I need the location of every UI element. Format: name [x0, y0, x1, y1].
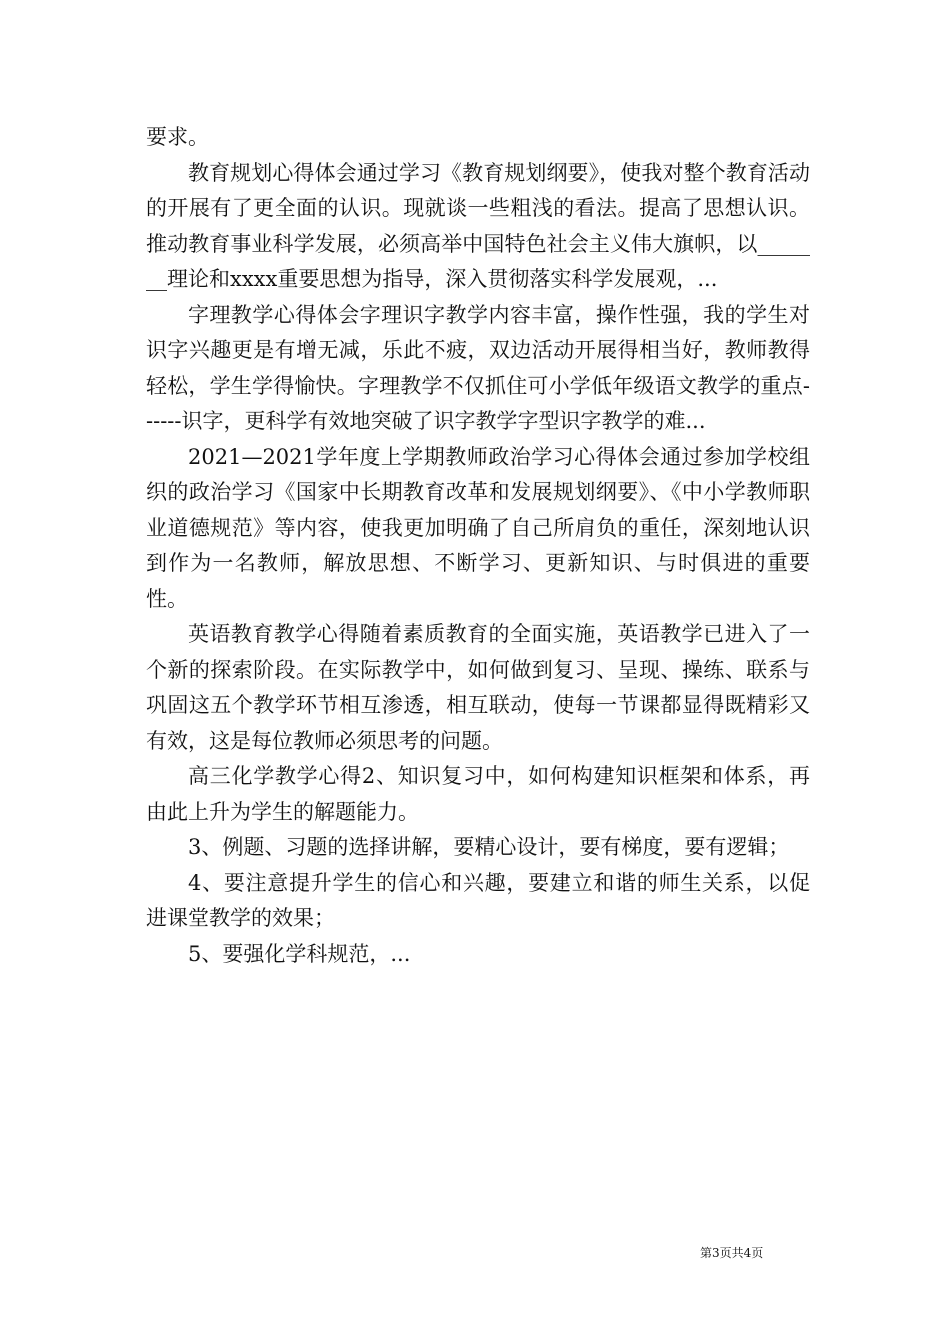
- paragraph: 要求。: [146, 125, 209, 149]
- paragraph: 高三化学教学心得2、知识复习中，如何构建知识框架和体系，再由此上升为学生的解题能力。: [146, 764, 810, 824]
- paragraph: 4、要注意提升学生的信心和兴趣，要建立和谐的师生关系，以促进课堂教学的效果；: [146, 870, 810, 930]
- paragraph: 5、要强化学科规范，...: [188, 941, 411, 966]
- page-number-footer: 第3页共4页: [700, 1246, 764, 1260]
- paragraph: 英语教育教学心得随着素质教育的全面实施，英语教学已进入了一个新的探索阶段。在实际教学中，如何做到复习、呈现、操练、联系与巩固这五个教学环节相互渗透，相互联动，使每一节课都显得既精彩又有效，这是每位教师必须思考的问题。: [146, 622, 810, 753]
- paragraph: 3、例题、习题的选择讲解，要精心设计，要有梯度，要有逻辑；: [188, 835, 790, 859]
- paragraph: 教育规划心得体会通过学习《教育规划纲要》，使我对整个教育活动的开展有了更全面的认识。现就谈一些粗浅的看法。提高了思想认识。推动教育事业科学发展，必须高举中国特色社会主义伟大旗帜，以_______理论和xxxx重要思想为指导，深入贯彻落实科学发展观，...: [146, 160, 810, 291]
- paragraph: 2021—2021学年度上学期教师政治学习心得体会通过参加学校组织的政治学习《国家中长期教育改革和发展规划纲要》、《中小学教师职业道德规范》等内容，使我更加明确了自己所肩负的重任，深刻地认识到作为一名教师，解放思想、不断学习、更新知识、与时俱进的重要性。: [146, 444, 810, 611]
- paragraph: 字理教学心得体会字理识字教学内容丰富，操作性强，我的学生对识字兴趣更是有增无减，乐此不疲，双边活动开展得相当好，教师教得轻松，学生学得愉快。字理教学不仅抓住可小学低年级语文教学的重点------识字，更科学有效地突破了识字教学字型识字教学的难...: [146, 302, 810, 433]
- document-body: [146, 120, 810, 972]
